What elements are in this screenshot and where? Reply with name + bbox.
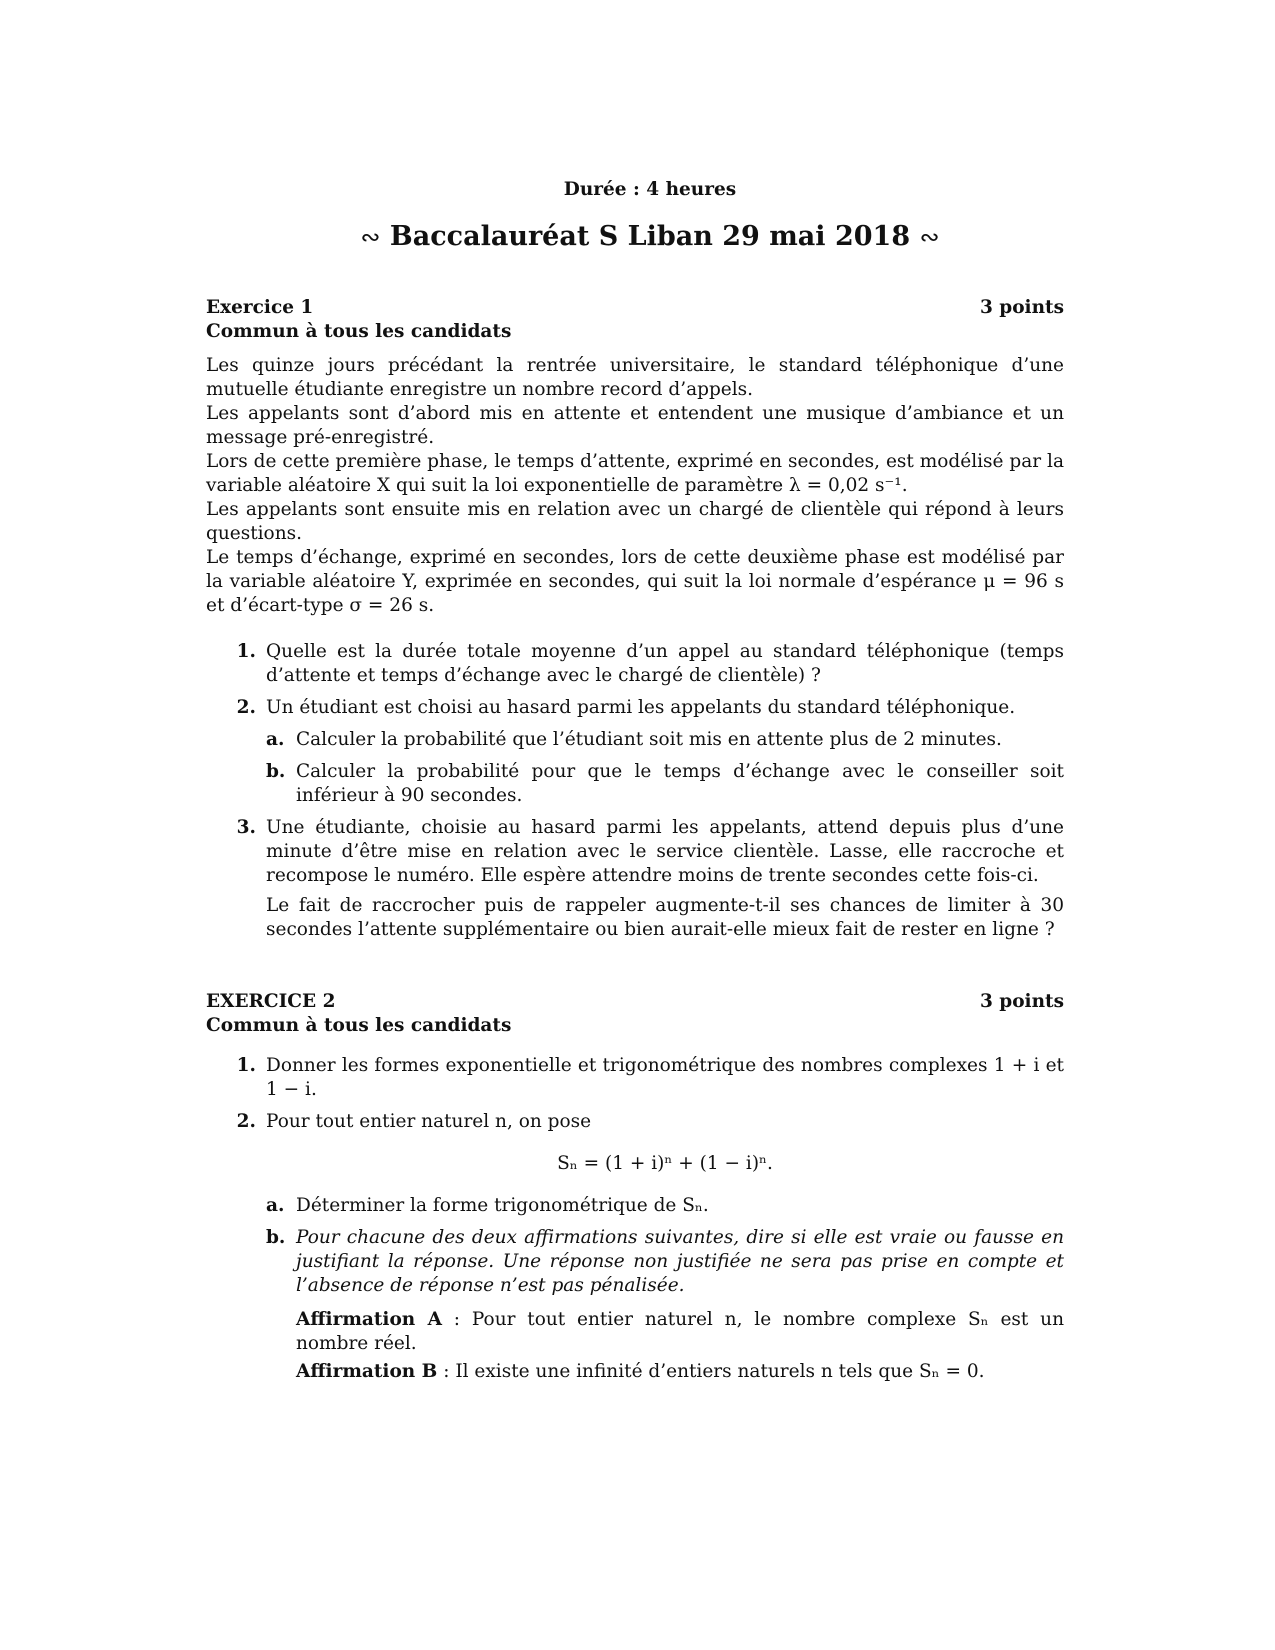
question-text: Le fait de raccrocher puis de rappeler augmente-t-il ses chances de limiter à 30 secondes l’attente supplémentaire ou bien aurait-elle mieux fait de rester en ligne ? bbox=[266, 895, 1064, 940]
exercise-2-questions bbox=[206, 1054, 1064, 1384]
title-text: Baccalauréat S Liban 29 mai 2018 bbox=[389, 221, 911, 252]
subquestion-text: Déterminer la forme trigonométrique de Sₙ. bbox=[296, 1195, 709, 1216]
exercise-1-subtitle: Commun à tous les candidats bbox=[206, 321, 512, 342]
intro-paragraph: Les appelants sont ensuite mis en relation avec un chargé de clientèle qui répond à leurs questions. bbox=[206, 499, 1064, 544]
affirmation-a bbox=[296, 1308, 1064, 1356]
subquestion-a bbox=[266, 728, 1064, 752]
page-content bbox=[206, 178, 1064, 1392]
intro-paragraph: Le temps d’échange, exprimé en secondes, lors de cette deuxième phase est modélisé par la variable aléatoire Y, exprimée en secondes, qui suit la loi normale d’espérance μ = 96 s et d’écart-type σ = 26 s. bbox=[206, 547, 1064, 616]
affirmation-text: : Il existe une infinité d’entiers naturels n tels que Sₙ = 0. bbox=[437, 1361, 985, 1382]
question-1 bbox=[206, 640, 1064, 688]
question-number: 3. bbox=[236, 817, 256, 838]
question-text: Donner les formes exponentielle et trigonométrique des nombres complexes 1 + i et 1 − i. bbox=[266, 1055, 1064, 1100]
question-number: 1. bbox=[236, 641, 256, 662]
affirmation-label: Affirmation B bbox=[296, 1361, 438, 1382]
question-text: Pour tout entier naturel n, on pose bbox=[266, 1111, 592, 1132]
exercise-1 bbox=[206, 296, 1064, 942]
exercise-2-title: EXERCICE 2 bbox=[206, 991, 336, 1012]
exam-duration: Durée : 4 heures bbox=[563, 179, 737, 200]
exercise-1-intro bbox=[206, 354, 1064, 618]
question-text: Un étudiant est choisi au hasard parmi les appelants du standard téléphonique. bbox=[266, 697, 1016, 718]
question-number: 1. bbox=[236, 1055, 256, 1076]
exercise-1-header bbox=[206, 296, 1064, 320]
question-number: 2. bbox=[236, 1111, 256, 1132]
subquestion-letter: b. bbox=[266, 761, 286, 782]
formula-sn: Sₙ = (1 + i)ⁿ + (1 − i)ⁿ. bbox=[557, 1153, 773, 1174]
exercise-1-title: Exercice 1 bbox=[206, 297, 314, 318]
intro-paragraph: Les appelants sont d’abord mis en attente et entendent une musique d’ambiance et un message pré-enregistré. bbox=[206, 403, 1064, 448]
exercise-2 bbox=[206, 990, 1064, 1384]
question-3 bbox=[206, 816, 1064, 942]
question-text: Quelle est la durée totale moyenne d’un appel au standard téléphonique (temps d’attente et temps d’échange avec le chargé de clientèle) ? bbox=[266, 641, 1064, 686]
subquestion-b bbox=[266, 760, 1064, 808]
subquestion-text: Calculer la probabilité que l’étudiant soit mis en attente plus de 2 minutes. bbox=[296, 729, 1002, 750]
ornament-right-icon: ∾ bbox=[919, 223, 940, 251]
subquestion-letter: a. bbox=[266, 729, 285, 750]
affirmation-b bbox=[296, 1360, 1064, 1384]
exercise-1-questions bbox=[206, 640, 1064, 942]
question-text: Une étudiante, choisie au hasard parmi les appelants, attend depuis plus d’une minute d’être mise en relation avec le service clientèle. Lasse, elle raccroche et recompose le numéro. Elle espère attendre moins de trente secondes cette fois-ci. bbox=[266, 817, 1064, 886]
subquestion-letter: b. bbox=[266, 1227, 286, 1248]
exercise-2-subtitle: Commun à tous les candidats bbox=[206, 1015, 512, 1036]
affirmation-text: : Pour tout entier naturel n, le nombre complexe Sₙ est un nombre réel. bbox=[296, 1309, 1064, 1354]
subquestion-text: Pour chacune des deux affirmations suivantes, dire si elle est vraie ou fausse en justifiant la réponse. Une réponse non justifiée ne sera pas prise en compte et l’absence de réponse n’est pas pénalisée. bbox=[296, 1227, 1064, 1296]
question-2 bbox=[206, 1110, 1064, 1384]
exercise-2-points: 3 points bbox=[979, 991, 1064, 1012]
question-number: 2. bbox=[236, 697, 256, 718]
exercise-1-points: 3 points bbox=[979, 297, 1064, 318]
intro-paragraph: Lors de cette première phase, le temps d’attente, exprimé en secondes, est modélisé par la variable aléatoire X qui suit la loi exponentielle de paramètre λ = 0,02 s⁻¹. bbox=[206, 451, 1064, 496]
question-2 bbox=[206, 696, 1064, 808]
ornament-left-icon: ∾ bbox=[360, 223, 381, 251]
subquestion-letter: a. bbox=[266, 1195, 285, 1216]
question-1 bbox=[206, 1054, 1064, 1102]
exercise-2-header bbox=[206, 990, 1064, 1014]
intro-paragraph: Les quinze jours précédant la rentrée universitaire, le standard téléphonique d’une mutuelle étudiante enregistre un nombre record d’appels. bbox=[206, 355, 1064, 400]
page-title bbox=[236, 220, 1064, 254]
subquestion-b bbox=[266, 1226, 1064, 1298]
subquestion-a bbox=[266, 1194, 1064, 1218]
affirmation-label: Affirmation A bbox=[296, 1309, 442, 1330]
subquestion-text: Calculer la probabilité pour que le temps d’échange avec le conseiller soit inférieur à 90 secondes. bbox=[296, 761, 1064, 806]
